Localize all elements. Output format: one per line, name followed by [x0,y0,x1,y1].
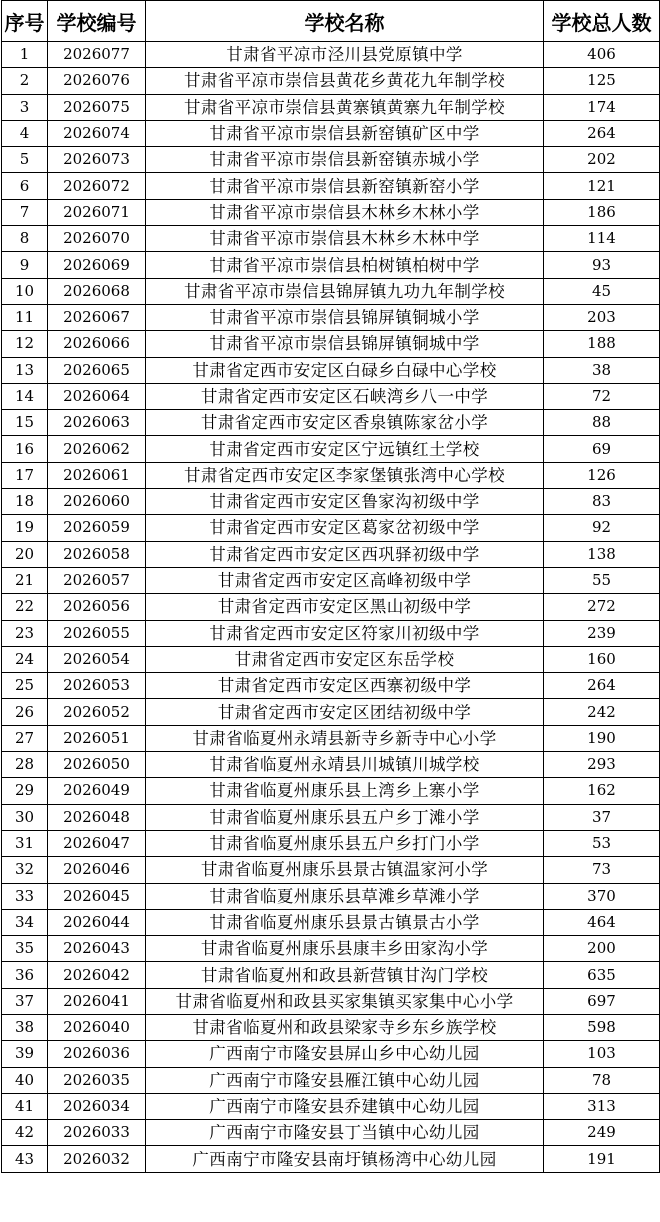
school-name: 甘肃省定西市安定区高峰初级中学 [146,567,544,593]
row-index: 15 [2,410,48,436]
table-row [2,1014,660,1040]
row-index: 30 [2,804,48,830]
total-students: 635 [544,962,660,988]
school-name: 甘肃省临夏州和政县买家集镇买家集中心小学 [146,988,544,1014]
row-index: 18 [2,489,48,515]
total-students: 174 [544,94,660,120]
row-index: 40 [2,1067,48,1093]
school-name: 甘肃省定西市安定区鲁家沟初级中学 [146,489,544,515]
total-students: 138 [544,541,660,567]
school-name: 广西南宁市隆安县雁江镇中心幼儿园 [146,1067,544,1093]
school-name: 广西南宁市隆安县屏山乡中心幼儿园 [146,1041,544,1067]
school-code: 2026074 [48,120,146,146]
row-index: 11 [2,304,48,330]
school-name: 甘肃省定西市安定区李家堡镇张湾中心学校 [146,462,544,488]
table-row [2,410,660,436]
school-name: 甘肃省临夏州康乐县康丰乡田家沟小学 [146,936,544,962]
total-students: 264 [544,120,660,146]
total-students: 188 [544,331,660,357]
school-code: 2026058 [48,541,146,567]
total-students: 697 [544,988,660,1014]
row-index: 39 [2,1041,48,1067]
total-students: 598 [544,1014,660,1040]
school-code: 2026041 [48,988,146,1014]
table-row [2,883,660,909]
row-index: 31 [2,830,48,856]
table-row [2,331,660,357]
table-row [2,778,660,804]
school-name: 甘肃省平凉市崇信县锦屏镇九功九年制学校 [146,278,544,304]
school-code: 2026047 [48,830,146,856]
row-index: 1 [2,42,48,68]
table-row [2,673,660,699]
table-row [2,804,660,830]
row-index: 5 [2,147,48,173]
table-row [2,830,660,856]
table-row [2,278,660,304]
total-students: 126 [544,462,660,488]
row-index: 26 [2,699,48,725]
table-row [2,42,660,68]
total-students: 92 [544,515,660,541]
school-code: 2026068 [48,278,146,304]
row-index: 17 [2,462,48,488]
total-students: 93 [544,252,660,278]
row-index: 37 [2,988,48,1014]
school-name: 甘肃省平凉市崇信县新窑镇新窑小学 [146,173,544,199]
school-code: 2026045 [48,883,146,909]
school-code: 2026040 [48,1014,146,1040]
table-row [2,725,660,751]
school-name: 甘肃省定西市安定区宁远镇红土学校 [146,436,544,462]
row-index: 22 [2,594,48,620]
table-row [2,594,660,620]
total-students: 200 [544,936,660,962]
table-row [2,1067,660,1093]
school-name: 甘肃省临夏州康乐县五户乡打门小学 [146,830,544,856]
row-index: 10 [2,278,48,304]
school-code: 2026064 [48,383,146,409]
school-name: 甘肃省定西市安定区西寨初级中学 [146,673,544,699]
table-row [2,1093,660,1119]
total-students: 73 [544,857,660,883]
row-index: 25 [2,673,48,699]
total-students: 72 [544,383,660,409]
table-row [2,1146,660,1172]
school-code: 2026056 [48,594,146,620]
school-code: 2026069 [48,252,146,278]
row-index: 3 [2,94,48,120]
school-name: 甘肃省临夏州康乐县五户乡丁滩小学 [146,804,544,830]
total-students: 45 [544,278,660,304]
row-index: 9 [2,252,48,278]
school-name: 甘肃省临夏州永靖县新寺乡新寺中心小学 [146,725,544,751]
school-code: 2026070 [48,226,146,252]
table-row [2,489,660,515]
total-students: 239 [544,620,660,646]
table-row [2,1041,660,1067]
total-students: 55 [544,567,660,593]
total-students: 160 [544,646,660,672]
school-name: 甘肃省定西市安定区西巩驿初级中学 [146,541,544,567]
row-index: 41 [2,1093,48,1119]
row-index: 19 [2,515,48,541]
row-index: 20 [2,541,48,567]
table-row [2,68,660,94]
total-students: 114 [544,226,660,252]
school-name: 甘肃省平凉市崇信县锦屏镇铜城小学 [146,304,544,330]
header-total-students: 学校总人数 [544,1,660,42]
school-code: 2026043 [48,936,146,962]
school-name: 甘肃省临夏州康乐县草滩乡草滩小学 [146,883,544,909]
row-index: 8 [2,226,48,252]
row-index: 35 [2,936,48,962]
school-code: 2026042 [48,962,146,988]
total-students: 249 [544,1120,660,1146]
school-name: 甘肃省临夏州康乐县景古镇景古小学 [146,909,544,935]
school-name: 甘肃省定西市安定区黑山初级中学 [146,594,544,620]
row-index: 13 [2,357,48,383]
school-name: 广西南宁市隆安县南圩镇杨湾中心幼儿园 [146,1146,544,1172]
school-code: 2026062 [48,436,146,462]
school-name: 甘肃省定西市安定区香泉镇陈家岔小学 [146,410,544,436]
total-students: 162 [544,778,660,804]
school-code: 2026077 [48,42,146,68]
school-name: 甘肃省临夏州和政县新营镇甘沟门学校 [146,962,544,988]
school-name: 甘肃省定西市安定区葛家岔初级中学 [146,515,544,541]
header-index: 序号 [2,1,48,42]
school-code: 2026036 [48,1041,146,1067]
school-code: 2026050 [48,752,146,778]
row-index: 43 [2,1146,48,1172]
school-code: 2026035 [48,1067,146,1093]
table-row [2,120,660,146]
school-name: 广西南宁市隆安县丁当镇中心幼儿园 [146,1120,544,1146]
total-students: 191 [544,1146,660,1172]
school-name: 甘肃省平凉市崇信县新窑镇矿区中学 [146,120,544,146]
school-name: 甘肃省定西市安定区石峡湾乡八一中学 [146,383,544,409]
school-code: 2026059 [48,515,146,541]
total-students: 370 [544,883,660,909]
header-school-code: 学校编号 [48,1,146,42]
table-row [2,173,660,199]
row-index: 2 [2,68,48,94]
table-row [2,252,660,278]
row-index: 29 [2,778,48,804]
row-index: 32 [2,857,48,883]
row-index: 21 [2,567,48,593]
total-students: 272 [544,594,660,620]
school-name: 甘肃省定西市安定区白碌乡白碌中心学校 [146,357,544,383]
school-name: 甘肃省定西市安定区东岳学校 [146,646,544,672]
table-row [2,304,660,330]
row-index: 33 [2,883,48,909]
row-index: 36 [2,962,48,988]
row-index: 24 [2,646,48,672]
table-row [2,857,660,883]
school-code: 2026061 [48,462,146,488]
school-name: 甘肃省平凉市崇信县木林乡木林小学 [146,199,544,225]
table-row [2,94,660,120]
table-row [2,1120,660,1146]
school-code: 2026052 [48,699,146,725]
school-name: 甘肃省平凉市崇信县木林乡木林中学 [146,226,544,252]
school-code: 2026066 [48,331,146,357]
row-index: 4 [2,120,48,146]
total-students: 293 [544,752,660,778]
school-code: 2026054 [48,646,146,672]
table-row [2,936,660,962]
total-students: 103 [544,1041,660,1067]
row-index: 12 [2,331,48,357]
table-row [2,199,660,225]
total-students: 203 [544,304,660,330]
school-code: 2026055 [48,620,146,646]
table-row [2,909,660,935]
school-code: 2026053 [48,673,146,699]
row-index: 16 [2,436,48,462]
row-index: 34 [2,909,48,935]
total-students: 186 [544,199,660,225]
school-table [1,0,660,1173]
total-students: 69 [544,436,660,462]
table-row [2,567,660,593]
school-code: 2026033 [48,1120,146,1146]
school-name: 广西南宁市隆安县乔建镇中心幼儿园 [146,1093,544,1119]
table-row [2,226,660,252]
school-name: 甘肃省临夏州永靖县川城镇川城学校 [146,752,544,778]
table-row [2,436,660,462]
school-code: 2026051 [48,725,146,751]
school-code: 2026048 [48,804,146,830]
row-index: 14 [2,383,48,409]
total-students: 313 [544,1093,660,1119]
school-code: 2026044 [48,909,146,935]
school-code: 2026063 [48,410,146,436]
total-students: 202 [544,147,660,173]
school-code: 2026046 [48,857,146,883]
total-students: 83 [544,489,660,515]
school-name: 甘肃省平凉市崇信县新窑镇赤城小学 [146,147,544,173]
school-name: 甘肃省平凉市泾川县党原镇中学 [146,42,544,68]
total-students: 406 [544,42,660,68]
school-name: 甘肃省平凉市崇信县黄花乡黄花九年制学校 [146,68,544,94]
school-code: 2026049 [48,778,146,804]
school-code: 2026075 [48,94,146,120]
total-students: 53 [544,830,660,856]
row-index: 23 [2,620,48,646]
total-students: 264 [544,673,660,699]
school-code: 2026065 [48,357,146,383]
total-students: 125 [544,68,660,94]
school-code: 2026034 [48,1093,146,1119]
total-students: 78 [544,1067,660,1093]
school-code: 2026057 [48,567,146,593]
school-name: 甘肃省平凉市崇信县锦屏镇铜城中学 [146,331,544,357]
school-code: 2026032 [48,1146,146,1172]
school-name: 甘肃省临夏州和政县梁家寺乡东乡族学校 [146,1014,544,1040]
table-row [2,988,660,1014]
school-code: 2026076 [48,68,146,94]
table-row [2,541,660,567]
school-name: 甘肃省临夏州康乐县上湾乡上寨小学 [146,778,544,804]
school-name: 甘肃省定西市安定区团结初级中学 [146,699,544,725]
row-index: 38 [2,1014,48,1040]
school-name: 甘肃省平凉市崇信县黄寨镇黄寨九年制学校 [146,94,544,120]
total-students: 88 [544,410,660,436]
total-students: 38 [544,357,660,383]
table-row [2,462,660,488]
table-row [2,620,660,646]
table-row [2,515,660,541]
school-name: 甘肃省定西市安定区符家川初级中学 [146,620,544,646]
school-name: 甘肃省临夏州康乐县景古镇温家河小学 [146,857,544,883]
header-row [2,1,660,42]
row-index: 7 [2,199,48,225]
total-students: 242 [544,699,660,725]
school-code: 2026071 [48,199,146,225]
table-row [2,752,660,778]
school-name: 甘肃省平凉市崇信县柏树镇柏树中学 [146,252,544,278]
row-index: 42 [2,1120,48,1146]
table-row [2,962,660,988]
row-index: 27 [2,725,48,751]
total-students: 190 [544,725,660,751]
school-code: 2026067 [48,304,146,330]
row-index: 28 [2,752,48,778]
table-row [2,699,660,725]
total-students: 121 [544,173,660,199]
total-students: 37 [544,804,660,830]
table-row [2,646,660,672]
row-index: 6 [2,173,48,199]
table-row [2,147,660,173]
table-row [2,383,660,409]
school-code: 2026060 [48,489,146,515]
school-code: 2026072 [48,173,146,199]
school-code: 2026073 [48,147,146,173]
header-school-name: 学校名称 [146,1,544,42]
total-students: 464 [544,909,660,935]
table-row [2,357,660,383]
